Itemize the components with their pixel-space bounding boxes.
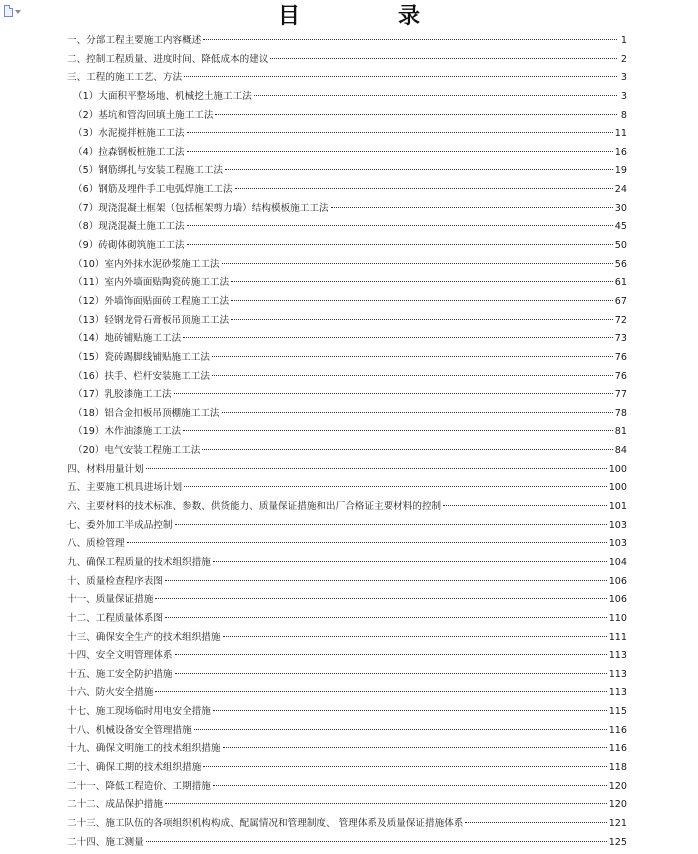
toc-entry[interactable] bbox=[67, 88, 627, 107]
toc-entry-title: 三、工程的施工工艺、方法 bbox=[67, 72, 183, 84]
toc-entry-page-number: 113 bbox=[608, 668, 627, 680]
table-of-contents bbox=[67, 32, 627, 852]
toc-entry-page-number: 100 bbox=[608, 463, 627, 475]
toc-entry-title: 七、委外加工半成品控制 bbox=[67, 519, 173, 531]
toc-entry-page-number: 19 bbox=[614, 165, 627, 177]
toc-dot-leader bbox=[223, 747, 607, 748]
toc-entry-title: 二、控制工程质量、进度时间、降低成本的建议 bbox=[67, 53, 269, 65]
toc-dot-leader bbox=[443, 505, 607, 506]
toc-dot-leader bbox=[183, 337, 613, 338]
toc-entry-page-number: 113 bbox=[608, 687, 627, 699]
toc-entry-title: （20）电气安装工程施工工法 bbox=[73, 445, 201, 457]
toc-dot-leader bbox=[231, 281, 613, 282]
toc-entry-title: 二十三、施工队伍的各项组织机构构成、配属情况和管理制度、 管理体系及质量保证措施体系 bbox=[67, 817, 464, 829]
toc-entry[interactable] bbox=[67, 666, 627, 685]
toc-entry[interactable] bbox=[67, 218, 627, 237]
toc-entry[interactable] bbox=[67, 162, 627, 181]
toc-entry-title: （14）地砖铺贴施工工法 bbox=[73, 333, 182, 345]
toc-entry-title: （4）拉森钢板桩施工工法 bbox=[73, 146, 185, 158]
toc-entry[interactable] bbox=[67, 573, 627, 592]
toc-dot-leader bbox=[184, 76, 617, 77]
toc-dot-leader bbox=[165, 803, 607, 804]
toc-entry[interactable] bbox=[67, 740, 627, 759]
toc-entry-page-number: 106 bbox=[608, 575, 627, 587]
toc-entry-page-number: 115 bbox=[608, 706, 627, 718]
toc-dot-leader bbox=[213, 710, 607, 711]
toc-entry-title: （15）瓷砖踢脚线铺贴施工工法 bbox=[73, 351, 210, 363]
toc-entry-title: （12）外墙饰面贴面砖工程施工工法 bbox=[73, 295, 230, 307]
toc-entry-page-number: 120 bbox=[608, 799, 627, 811]
toc-dot-leader bbox=[175, 524, 607, 525]
toc-entry-title: 六、主要材料的技术标准、参数、供货能力、质量保证措施和出厂合格证主要材料的控制 bbox=[67, 501, 442, 513]
toc-dot-leader bbox=[231, 319, 613, 320]
toc-entry-title: 二十一、降低工程造价、工期措施 bbox=[67, 780, 211, 792]
toc-entry[interactable] bbox=[67, 69, 627, 88]
toc-dot-leader bbox=[146, 841, 607, 842]
toc-entry-title: 二十、确保工期的技术组织措施 bbox=[67, 761, 202, 773]
toc-entry[interactable] bbox=[67, 778, 627, 797]
toc-entry[interactable] bbox=[67, 125, 627, 144]
toc-dot-leader bbox=[270, 58, 617, 59]
toc-entry[interactable] bbox=[67, 330, 627, 349]
toc-entry[interactable] bbox=[67, 498, 627, 517]
toc-entry-page-number: 67 bbox=[614, 295, 627, 307]
toc-dot-leader bbox=[203, 39, 617, 40]
toc-entry-page-number: 110 bbox=[608, 612, 627, 624]
toc-dot-leader bbox=[203, 766, 606, 767]
toc-entry[interactable] bbox=[67, 405, 627, 424]
toc-entry[interactable] bbox=[67, 517, 627, 536]
toc-entry-title: （7）现浇混凝土框架（包括框架剪力墙）结构模板施工工法 bbox=[73, 202, 329, 214]
toc-dot-leader bbox=[213, 785, 607, 786]
toc-entry-page-number: 101 bbox=[608, 501, 627, 513]
toc-entry-page-number: 120 bbox=[608, 780, 627, 792]
toc-entry-page-number: 56 bbox=[614, 258, 627, 270]
toc-entry-title: 十七、施工现场临时用电安全措施 bbox=[67, 706, 211, 718]
toc-entry-page-number: 113 bbox=[608, 650, 627, 662]
toc-dot-leader bbox=[212, 356, 613, 357]
toc-entry-page-number: 118 bbox=[608, 761, 627, 773]
toc-dot-leader bbox=[146, 468, 607, 469]
toc-entry[interactable] bbox=[67, 535, 627, 554]
page-title: 目 录 bbox=[277, 3, 458, 29]
toc-entry-title: 九、确保工程质量的技术组织措施 bbox=[67, 556, 211, 568]
toc-entry-title: （11）室内外墙面贴陶瓷砖施工工法 bbox=[73, 277, 230, 289]
toc-entry-page-number: 76 bbox=[614, 370, 627, 382]
toc-entry-page-number: 3 bbox=[620, 72, 627, 84]
toc-entry-page-number: 111 bbox=[608, 631, 627, 643]
toc-entry-page-number: 125 bbox=[608, 836, 627, 848]
toc-entry-title: 四、材料用量计划 bbox=[67, 463, 144, 475]
toc-entry-page-number: 30 bbox=[614, 202, 627, 214]
toc-entry-title: 十六、防火安全措施 bbox=[67, 687, 154, 699]
toc-entry-page-number: 116 bbox=[608, 743, 627, 755]
toc-entry[interactable] bbox=[67, 461, 627, 480]
toc-dot-leader bbox=[223, 636, 607, 637]
toc-entry[interactable] bbox=[67, 647, 627, 666]
toc-entry-title: 八、质检管理 bbox=[67, 538, 125, 550]
toc-entry-page-number: 104 bbox=[608, 556, 627, 568]
toc-entry-title: 十四、安全文明管理体系 bbox=[67, 650, 173, 662]
toc-entry[interactable] bbox=[67, 237, 627, 256]
toc-entry-title: 五、主要施工机具进场计划 bbox=[67, 482, 183, 494]
toc-entry[interactable] bbox=[67, 32, 627, 51]
toc-entry-page-number: 100 bbox=[608, 482, 627, 494]
toc-entry[interactable] bbox=[67, 256, 627, 275]
toc-dot-leader bbox=[202, 449, 612, 450]
toc-dot-leader bbox=[254, 95, 617, 96]
toc-entry[interactable] bbox=[67, 834, 627, 853]
toc-entry[interactable] bbox=[67, 51, 627, 70]
toc-entry[interactable] bbox=[67, 479, 627, 498]
toc-entry-page-number: 81 bbox=[614, 426, 627, 438]
toc-entry-title: 十二、工程质量体系图 bbox=[67, 612, 163, 624]
toc-entry-title: 十八、机械设备安全管理措施 bbox=[67, 724, 192, 736]
toc-entry-title: （13）轻钢龙骨石膏板吊顶施工工法 bbox=[73, 314, 230, 326]
toc-dot-leader bbox=[215, 114, 617, 115]
toc-entry-page-number: 121 bbox=[608, 817, 627, 829]
toc-entry[interactable] bbox=[67, 200, 627, 219]
toc-entry-title: （10）室内外抹水泥砂浆施工工法 bbox=[73, 258, 220, 270]
toc-entry[interactable] bbox=[67, 312, 627, 331]
toc-entry[interactable] bbox=[67, 442, 627, 461]
toc-entry-title: （18）铝合金扣板吊顶棚施工工法 bbox=[73, 407, 220, 419]
toc-entry-page-number: 116 bbox=[608, 724, 627, 736]
toc-entry[interactable] bbox=[67, 107, 627, 126]
toc-dot-leader bbox=[222, 263, 613, 264]
toc-entry-title: （3）水泥搅拌桩施工工法 bbox=[73, 128, 185, 140]
toc-entry-page-number: 78 bbox=[614, 407, 627, 419]
toc-entry-title: （8）现浇混凝土施工工法 bbox=[73, 221, 185, 233]
toc-entry-page-number: 72 bbox=[614, 314, 627, 326]
toc-entry-title: （17）乳胶漆施工工法 bbox=[73, 389, 172, 401]
toc-entry[interactable] bbox=[67, 368, 627, 387]
toc-entry[interactable] bbox=[67, 386, 627, 405]
toc-dot-leader bbox=[174, 393, 613, 394]
toc-entry-page-number: 2 bbox=[620, 53, 627, 65]
toc-entry-page-number: 16 bbox=[614, 146, 627, 158]
toc-entry-page-number: 106 bbox=[608, 594, 627, 606]
toc-entry-title: 十九、确保文明施工的技术组织措施 bbox=[67, 743, 221, 755]
toc-entry-title: （2）基坑和管沟回填土施工工法 bbox=[73, 109, 214, 121]
toc-dot-leader bbox=[235, 188, 613, 189]
toc-entry-page-number: 77 bbox=[614, 389, 627, 401]
toc-entry-title: （9）砖砌体砌筑施工工法 bbox=[73, 240, 185, 252]
toc-entry-page-number: 3 bbox=[620, 90, 627, 102]
toc-dot-leader bbox=[155, 598, 606, 599]
toc-entry[interactable] bbox=[67, 610, 627, 629]
toc-entry-page-number: 24 bbox=[614, 184, 627, 196]
toc-entry[interactable] bbox=[67, 554, 627, 573]
toc-entry-title: （5）钢筋绑扎与安装工程施工工法 bbox=[73, 165, 224, 177]
toc-entry[interactable] bbox=[67, 144, 627, 163]
toc-dot-leader bbox=[165, 617, 607, 618]
toc-dot-leader bbox=[194, 729, 607, 730]
toc-entry[interactable] bbox=[67, 815, 627, 834]
toc-dot-leader bbox=[213, 561, 607, 562]
toc-entry[interactable] bbox=[67, 591, 627, 610]
toc-dot-leader bbox=[225, 169, 613, 170]
toc-dot-leader bbox=[165, 580, 607, 581]
toc-entry-page-number: 76 bbox=[614, 351, 627, 363]
toc-dot-leader bbox=[331, 207, 613, 208]
toc-entry-page-number: 61 bbox=[614, 277, 627, 289]
toc-entry-title: 十三、确保安全生产的技术组织措施 bbox=[67, 631, 221, 643]
toc-dot-leader bbox=[184, 486, 607, 487]
toc-entry[interactable] bbox=[67, 274, 627, 293]
toc-dot-leader bbox=[187, 132, 613, 133]
toc-entry-title: 十五、施工安全防护措施 bbox=[67, 668, 173, 680]
toc-entry[interactable] bbox=[67, 703, 627, 722]
toc-entry-title: （1）大面积平整场地、机械挖土施工工法 bbox=[73, 90, 252, 102]
toc-entry[interactable] bbox=[67, 759, 627, 778]
toc-entry-page-number: 84 bbox=[614, 445, 627, 457]
toc-entry-title: （19）木作油漆施工工法 bbox=[73, 426, 182, 438]
toc-entry-title: （16）扶手、栏杆安装施工工法 bbox=[73, 370, 210, 382]
toc-dot-leader bbox=[175, 654, 607, 655]
toc-dot-leader bbox=[187, 225, 613, 226]
toc-entry[interactable] bbox=[67, 181, 627, 200]
toc-entry-page-number: 11 bbox=[614, 128, 627, 140]
toc-entry-page-number: 103 bbox=[608, 538, 627, 550]
toc-dot-leader bbox=[155, 691, 606, 692]
toc-dot-leader bbox=[465, 822, 606, 823]
toc-entry-page-number: 45 bbox=[614, 221, 627, 233]
toc-entry-page-number: 73 bbox=[614, 333, 627, 345]
toc-entry[interactable] bbox=[67, 684, 627, 703]
toc-dot-leader bbox=[187, 151, 613, 152]
toc-dot-leader bbox=[212, 375, 613, 376]
toc-entry-title: 一、分部工程主要施工内容概述 bbox=[67, 35, 202, 46]
toc-entry-page-number: 8 bbox=[620, 109, 627, 121]
toc-entry-page-number: 103 bbox=[608, 519, 627, 531]
toc-entry-title: 二十四、施工测量 bbox=[67, 836, 144, 848]
toc-entry[interactable] bbox=[67, 722, 627, 741]
toc-entry[interactable] bbox=[67, 349, 627, 368]
toc-dot-leader bbox=[187, 244, 613, 245]
toc-entry[interactable] bbox=[67, 293, 627, 312]
toc-dot-leader bbox=[175, 673, 607, 674]
toc-entry-page-number: 50 bbox=[614, 240, 627, 252]
toc-entry[interactable] bbox=[67, 796, 627, 815]
toc-entry[interactable] bbox=[67, 629, 627, 648]
toc-entry-title: 十、质量检查程序表图 bbox=[67, 575, 163, 587]
toc-entry-page-number: 1 bbox=[620, 35, 627, 46]
toc-entry-title: 二十二、成品保护措施 bbox=[67, 799, 163, 811]
toc-dot-leader bbox=[127, 542, 607, 543]
toc-dot-leader bbox=[222, 412, 613, 413]
toc-entry-title: 十一、质量保证措施 bbox=[67, 594, 154, 606]
toc-entry-title: （6）钢筋及埋件手工电弧焊施工工法 bbox=[73, 184, 233, 196]
toc-entry[interactable] bbox=[67, 423, 627, 442]
toc-dot-leader bbox=[183, 430, 613, 431]
toc-dot-leader bbox=[231, 300, 613, 301]
